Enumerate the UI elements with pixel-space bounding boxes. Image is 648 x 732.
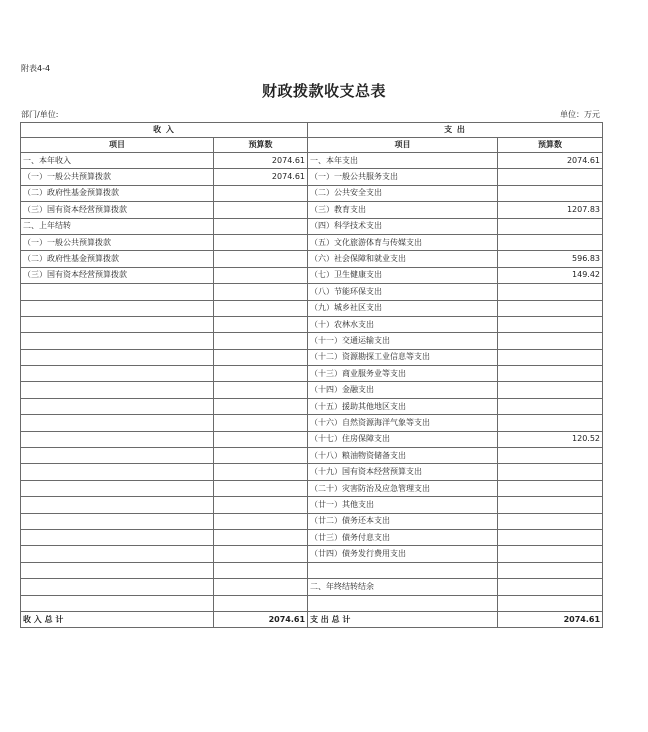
income-item-header: 项目	[21, 138, 214, 153]
expense-item-cell: （十五）援助其他地区支出	[308, 398, 498, 414]
income-budget-cell	[214, 251, 308, 267]
expense-budget-cell	[498, 480, 603, 496]
table-row	[21, 333, 603, 349]
income-item-cell	[21, 415, 214, 431]
income-item-cell	[21, 284, 214, 300]
expense-budget-cell	[498, 366, 603, 382]
income-budget-cell	[214, 398, 308, 414]
expense-budget-cell	[498, 448, 603, 464]
income-item-cell	[21, 480, 214, 496]
expense-item-cell: （廿二）债务还本支出	[308, 513, 498, 529]
income-budget-cell	[214, 382, 308, 398]
income-item-cell: （三）国有资本经营预算拨款	[21, 267, 214, 283]
unit-label: 单位：万元	[560, 110, 600, 119]
table-header-row-columns	[21, 138, 603, 153]
income-budget-cell	[214, 185, 308, 201]
expense-item-cell: （二十）灾害防治及应急管理支出	[308, 480, 498, 496]
expense-item-cell: （廿一）其他支出	[308, 497, 498, 513]
income-budget-cell	[214, 579, 308, 595]
expense-budget-cell	[498, 398, 603, 414]
income-item-cell	[21, 464, 214, 480]
income-budget-header: 预算数	[214, 138, 308, 153]
income-item-cell	[21, 431, 214, 447]
expense-item-header: 项目	[308, 138, 498, 153]
expense-item-cell: （廿三）债务付息支出	[308, 529, 498, 545]
income-item-cell	[21, 448, 214, 464]
expense-item-cell: （六）社会保障和就业支出	[308, 251, 498, 267]
expense-item-cell: （十三）商业服务业等支出	[308, 366, 498, 382]
expense-item-cell: （二）公共安全支出	[308, 185, 498, 201]
income-item-cell: （一）一般公共预算拨款	[21, 234, 214, 250]
expense-budget-cell: 1207.83	[498, 202, 603, 218]
income-budget-cell	[214, 431, 308, 447]
income-budget-cell	[214, 595, 308, 611]
table-row	[21, 349, 603, 365]
income-section-header: 收 入	[21, 123, 308, 138]
income-budget-cell	[214, 562, 308, 578]
table-row	[21, 415, 603, 431]
expense-section-header: 支 出	[308, 123, 603, 138]
expense-budget-cell	[498, 349, 603, 365]
table-row	[21, 185, 603, 201]
income-item-cell: 二、上年结转	[21, 218, 214, 234]
table-row	[21, 284, 603, 300]
expense-item-cell: （十四）金融支出	[308, 382, 498, 398]
expense-budget-cell	[498, 284, 603, 300]
income-item-cell	[21, 595, 214, 611]
expense-budget-cell	[498, 529, 603, 545]
income-item-cell	[21, 562, 214, 578]
income-item-cell: （二）政府性基金预算拨款	[21, 185, 214, 201]
income-item-cell	[21, 366, 214, 382]
table-header-row-sections	[21, 123, 603, 138]
table-row	[21, 267, 603, 283]
expense-budget-cell	[498, 218, 603, 234]
expense-item-cell: （三）教育支出	[308, 202, 498, 218]
income-total-value: 2074.61	[214, 611, 308, 627]
income-item-cell	[21, 497, 214, 513]
expense-budget-cell	[498, 415, 603, 431]
income-item-cell: 一、本年收入	[21, 153, 214, 169]
table-row	[21, 595, 603, 611]
table-row	[21, 202, 603, 218]
expense-item-cell: （十二）资源勘探工业信息等支出	[308, 349, 498, 365]
income-total-label: 收 入 总 计	[21, 611, 214, 627]
table-row	[21, 480, 603, 496]
expense-item-cell: （四）科学技术支出	[308, 218, 498, 234]
table-row	[21, 513, 603, 529]
table-row	[21, 497, 603, 513]
income-budget-cell	[214, 415, 308, 431]
table-row	[21, 546, 603, 562]
income-item-cell	[21, 316, 214, 332]
table-row	[21, 382, 603, 398]
income-budget-cell	[214, 284, 308, 300]
expense-item-cell: （十）农林水支出	[308, 316, 498, 332]
table-row	[21, 366, 603, 382]
income-budget-cell	[214, 234, 308, 250]
income-item-cell	[21, 300, 214, 316]
expense-budget-cell	[498, 169, 603, 185]
expense-item-cell: （廿四）债务发行费用支出	[308, 546, 498, 562]
table-row	[21, 218, 603, 234]
income-item-cell	[21, 546, 214, 562]
income-budget-cell	[214, 218, 308, 234]
income-item-cell: （一）一般公共预算拨款	[21, 169, 214, 185]
table-row	[21, 316, 603, 332]
expense-budget-cell	[498, 513, 603, 529]
expense-item-cell: （十九）国有资本经营预算支出	[308, 464, 498, 480]
expense-item-cell: （十七）住房保障支出	[308, 431, 498, 447]
table-row	[21, 234, 603, 250]
expense-budget-cell	[498, 497, 603, 513]
table-row	[21, 300, 603, 316]
expense-budget-cell	[498, 382, 603, 398]
expense-budget-cell	[498, 234, 603, 250]
expense-budget-header: 预算数	[498, 138, 603, 153]
income-budget-cell	[214, 464, 308, 480]
expense-budget-cell	[498, 595, 603, 611]
income-budget-cell	[214, 366, 308, 382]
income-budget-cell	[214, 513, 308, 529]
income-item-cell	[21, 382, 214, 398]
income-item-cell	[21, 333, 214, 349]
expense-item-cell	[308, 562, 498, 578]
table-row	[21, 562, 603, 578]
income-budget-cell	[214, 202, 308, 218]
expense-budget-cell	[498, 464, 603, 480]
income-budget-cell	[214, 316, 308, 332]
income-budget-cell	[214, 497, 308, 513]
expense-budget-cell: 149.42	[498, 267, 603, 283]
expense-item-cell: （五）文化旅游体育与传媒支出	[308, 234, 498, 250]
expense-item-cell	[308, 595, 498, 611]
table-row	[21, 153, 603, 169]
expense-item-cell: （十六）自然资源海洋气象等支出	[308, 415, 498, 431]
expense-budget-cell	[498, 562, 603, 578]
income-item-cell	[21, 398, 214, 414]
table-row	[21, 431, 603, 447]
annex-label: 附表4-4	[21, 64, 51, 73]
expense-item-cell: （九）城乡社区支出	[308, 300, 498, 316]
income-item-cell: （三）国有资本经营预算拨款	[21, 202, 214, 218]
table-row	[21, 448, 603, 464]
income-budget-cell	[214, 333, 308, 349]
table-row	[21, 251, 603, 267]
expense-budget-cell	[498, 546, 603, 562]
income-budget-cell	[214, 546, 308, 562]
expense-item-cell: （七）卫生健康支出	[308, 267, 498, 283]
expense-budget-cell: 2074.61	[498, 153, 603, 169]
expense-item-cell: （十八）粮油物资储备支出	[308, 448, 498, 464]
table-row	[21, 464, 603, 480]
table-row	[21, 169, 603, 185]
expense-item-cell: （十一）交通运输支出	[308, 333, 498, 349]
expense-budget-cell	[498, 185, 603, 201]
income-budget-cell	[214, 480, 308, 496]
expense-budget-cell	[498, 579, 603, 595]
expense-budget-cell	[498, 300, 603, 316]
income-budget-cell	[214, 529, 308, 545]
table-row	[21, 579, 603, 595]
income-budget-cell	[214, 349, 308, 365]
income-budget-cell: 2074.61	[214, 153, 308, 169]
table-row	[21, 398, 603, 414]
income-budget-cell: 2074.61	[214, 169, 308, 185]
expense-total-label: 支 出 总 计	[308, 611, 498, 627]
income-budget-cell	[214, 448, 308, 464]
income-item-cell	[21, 349, 214, 365]
expense-item-cell: 二、年终结转结余	[308, 579, 498, 595]
expense-item-cell: （一）一般公共服务支出	[308, 169, 498, 185]
income-item-cell	[21, 513, 214, 529]
income-budget-cell	[214, 300, 308, 316]
expense-total-value: 2074.61	[498, 611, 603, 627]
fiscal-summary-table	[20, 122, 603, 628]
income-budget-cell	[214, 267, 308, 283]
page-title: 财政拨款收支总表	[261, 82, 386, 100]
expense-budget-cell	[498, 316, 603, 332]
expense-budget-cell: 596.83	[498, 251, 603, 267]
department-label: 部门/单位:	[21, 110, 59, 119]
income-item-cell	[21, 529, 214, 545]
income-item-cell: （二）政府性基金预算拨款	[21, 251, 214, 267]
expense-item-cell: 一、本年支出	[308, 153, 498, 169]
income-item-cell	[21, 579, 214, 595]
expense-item-cell: （八）节能环保支出	[308, 284, 498, 300]
expense-budget-cell	[498, 333, 603, 349]
expense-budget-cell: 120.52	[498, 431, 603, 447]
total-row	[21, 611, 603, 627]
table-row	[21, 529, 603, 545]
